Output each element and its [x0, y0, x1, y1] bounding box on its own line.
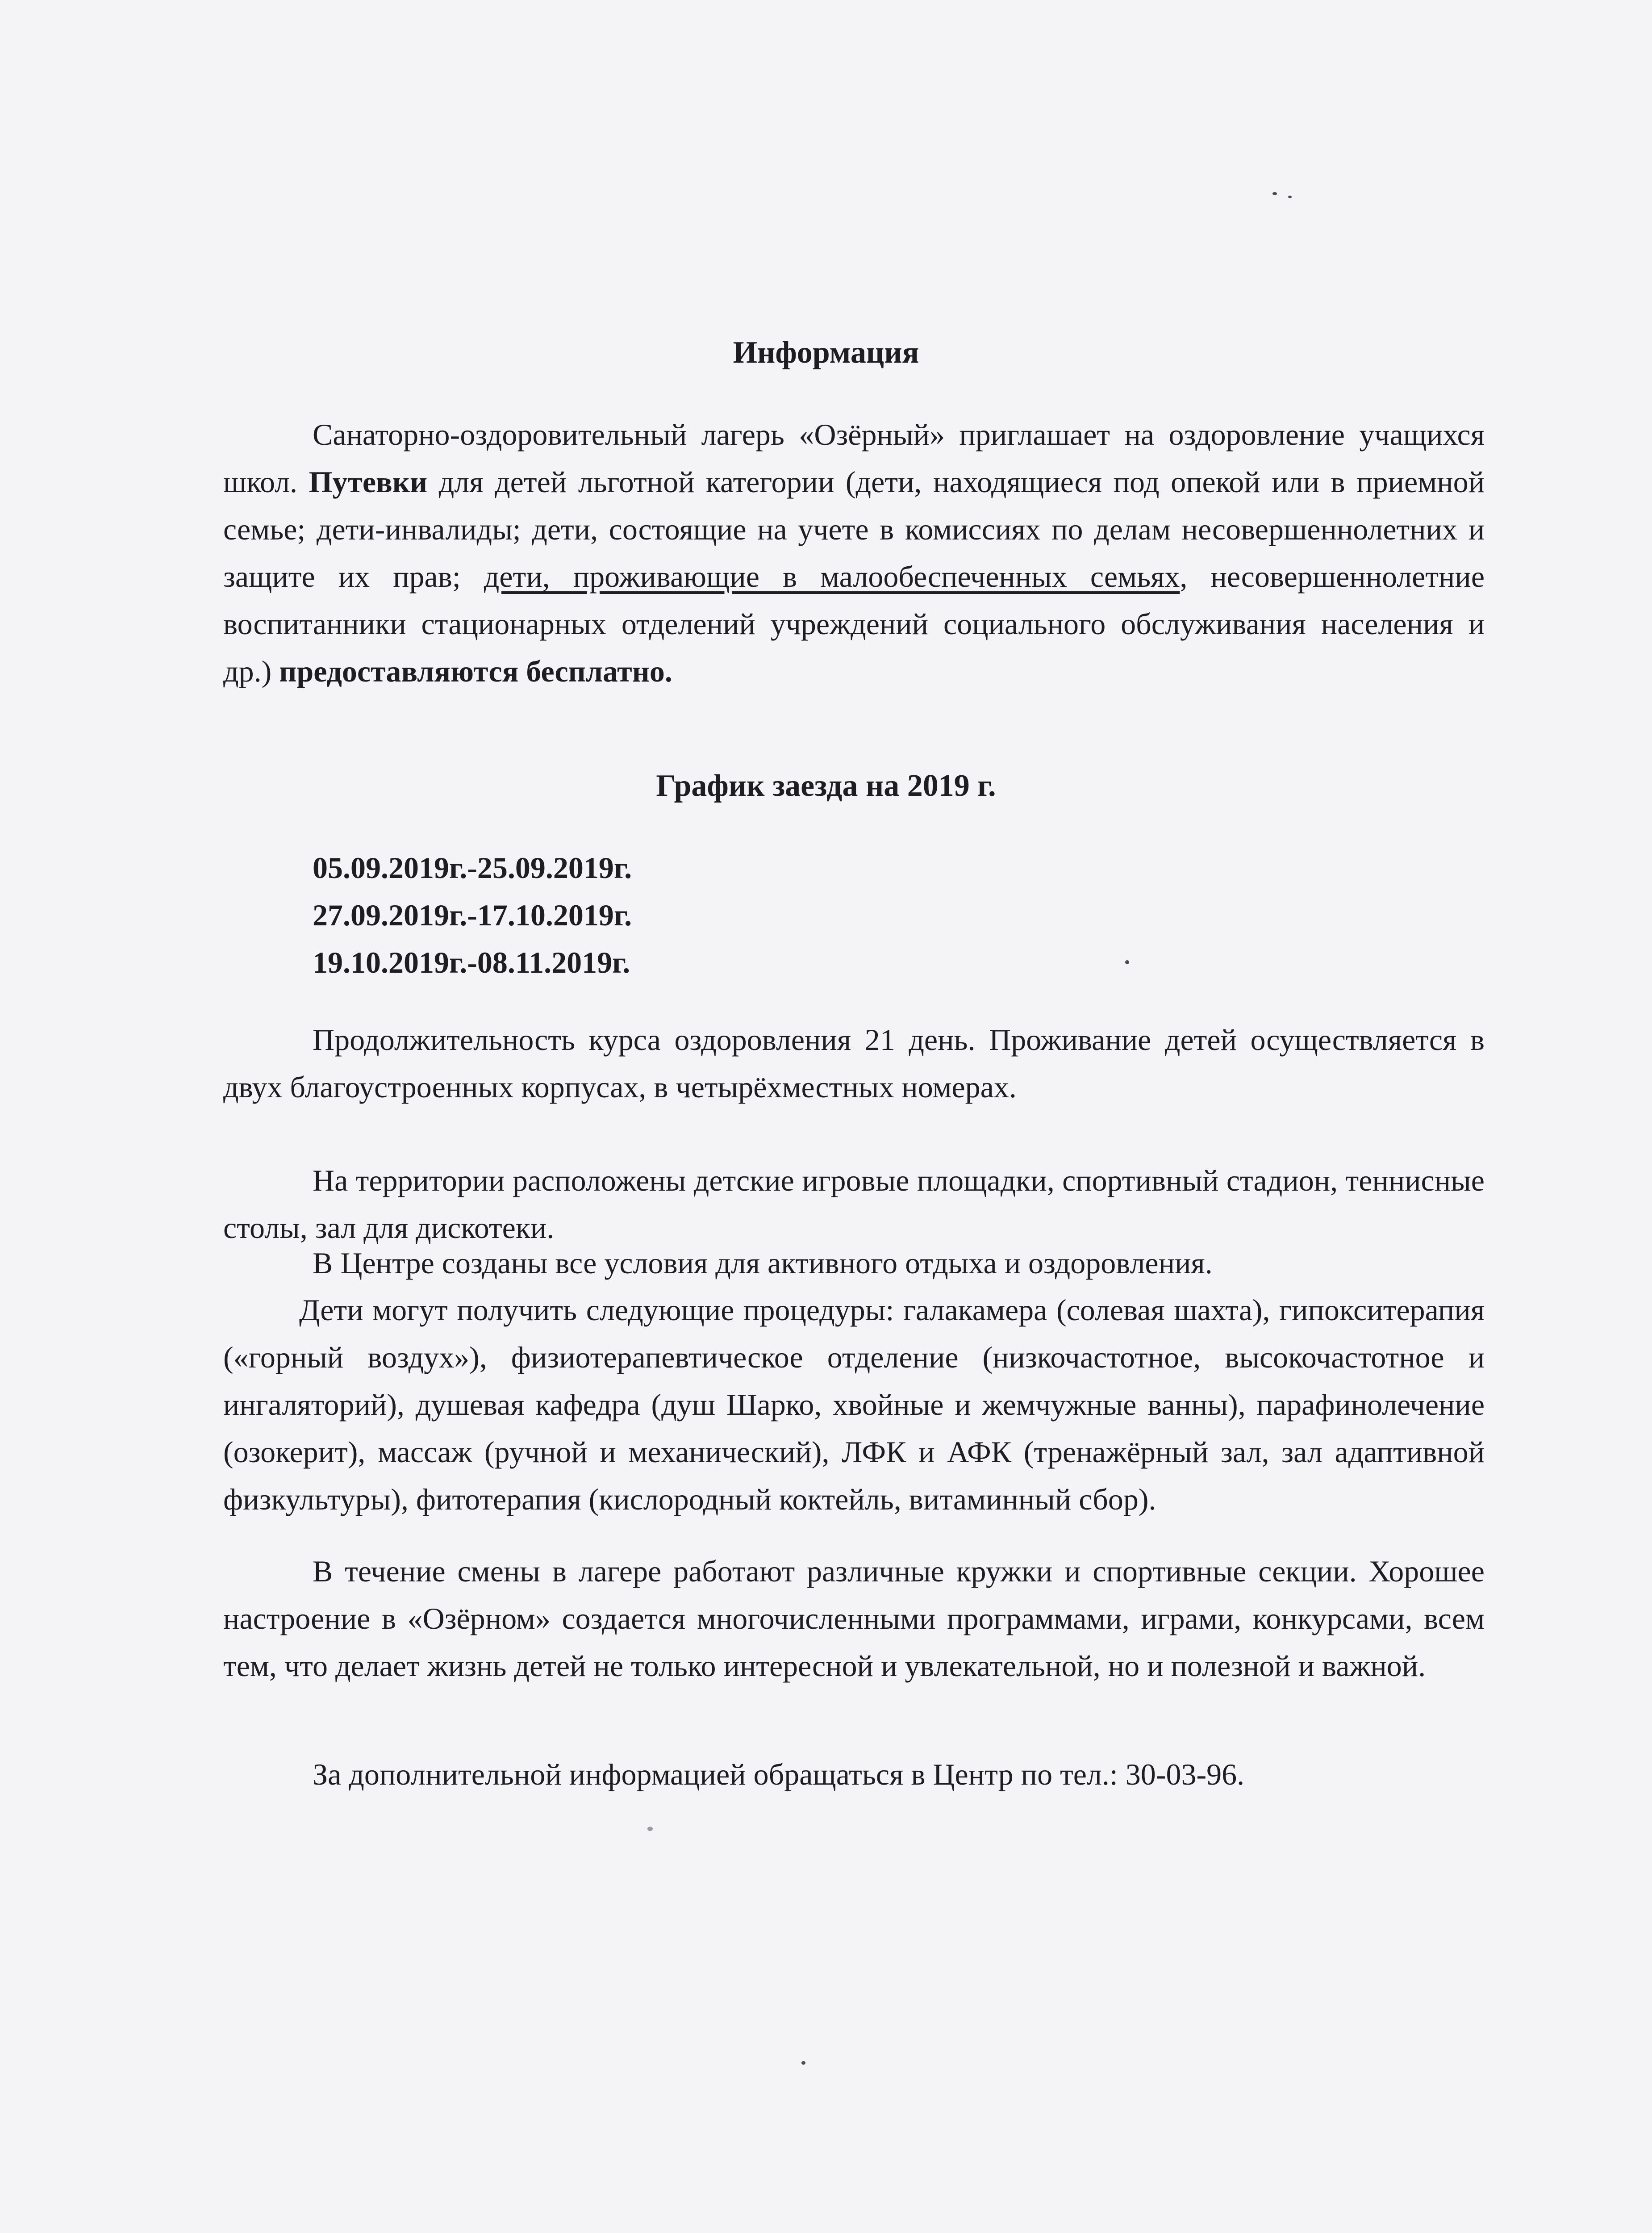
contact-line: За дополнительной информацией обращаться в Центр по тел.: 30-03-96.: [313, 1757, 1245, 1791]
intro-underlined-text: дети, проживающие в малообеспеченных семьях: [484, 560, 1180, 594]
schedule-date-item: 05.09.2019г.-25.09.2019г.: [313, 851, 632, 885]
duration-paragraph: Продолжительность курса оздоровления 21 день. Проживание детей осуществляется в двух благоустроенных корпусах, в четырёхместных номерах.: [223, 1023, 1485, 1104]
scan-speck: [801, 2061, 805, 2065]
scan-speck: [1288, 196, 1292, 198]
intro-bold-free: предоставляются бесплатно.: [279, 654, 672, 688]
scan-speck: [1125, 960, 1129, 964]
schedule-date-item: 19.10.2019г.-08.11.2019г.: [313, 945, 630, 979]
activities-paragraph: В течение смены в лагере работают различные кружки и спортивные секции. Хорошее настроение в «Озёрном» создается многочисленными программами, играми, конкурсами, всем тем, что делает жизнь детей не только интересной и увлекательной, но и полезной и важной.: [223, 1554, 1485, 1683]
intro-text-end: , несовершеннолетние воспитанники стационарных отделений учреждений социального обслуживания населения и др.): [223, 560, 1485, 688]
procedures-paragraph: Дети могут получить следующие процедуры: галакамера (солевая шахта), гипокситерапия («горный воздух»), физиотерапевтическое отделение (низкочастотное, высокочастотное и ингаляторий), душевая кафедра (душ Шарко, хвойные и жемчужные ванны), парафинолечение (озокерит), массаж (ручной и механический), ЛФК и АФК (тренажёрный зал, зал адаптивной физкультуры), фитотерапия (кислородный коктейль, витаминный сбор).: [223, 1293, 1485, 1516]
intro-paragraph: [223, 411, 1485, 695]
document-title: Информация: [733, 335, 919, 370]
territory-paragraph: На территории расположены детские игровые площадки, спортивный стадион, теннисные столы, зал для дискотеки.: [223, 1163, 1485, 1245]
scan-speck: [1272, 192, 1277, 195]
schedule-date-item: 27.09.2019г.-17.10.2019г.: [313, 898, 632, 932]
intro-bold-vouchers: Путевки: [309, 465, 428, 499]
schedule-date-list: [313, 844, 632, 986]
scan-speck: [647, 1827, 653, 1831]
intro-text-start: Санаторно-оздоровительный лагерь «Озёрный» приглашает на оздоровление учащихся школ.: [223, 418, 1485, 499]
schedule-title: График заезда на 2019 г.: [656, 769, 996, 803]
intro-text-middle: для детей льготной категории (дети, находящиеся под опекой или в приемной семье; дети-инвалиды; дети, состоящие на учете в комиссиях по делам несовершеннолетних и защите их прав;: [223, 465, 1485, 594]
conditions-paragraph: В Центре созданы все условия для активного отдыха и оздоровления.: [313, 1246, 1213, 1280]
